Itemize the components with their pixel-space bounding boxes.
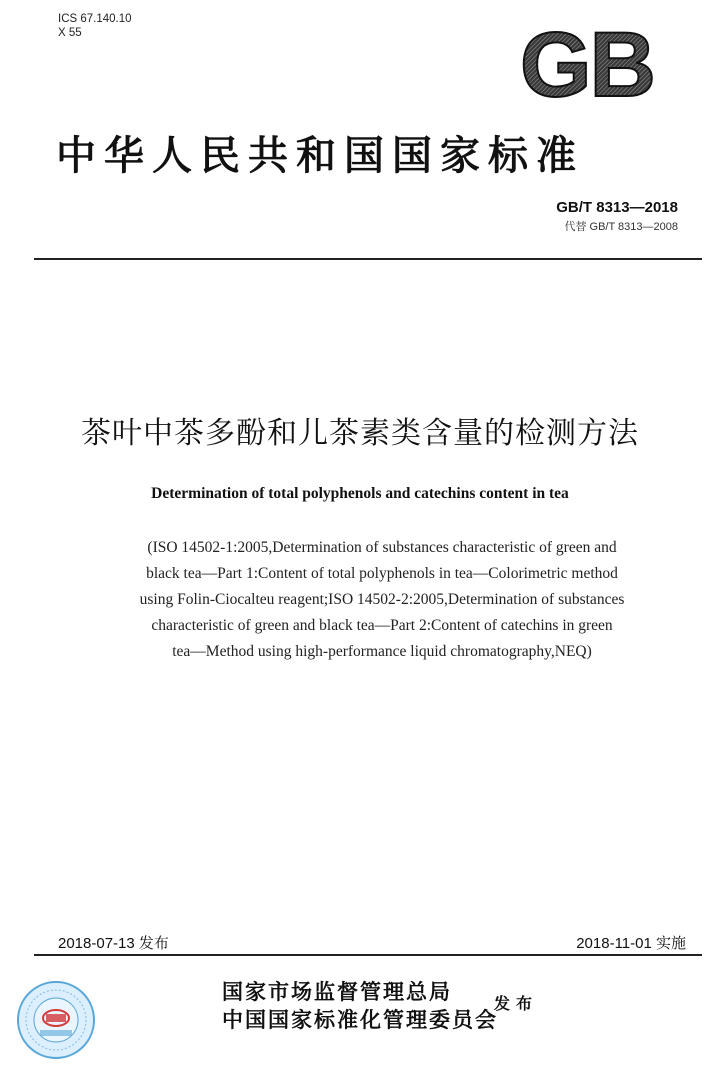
ccs-code: X 55 (58, 27, 82, 39)
issuing-authorities (222, 978, 498, 1034)
replaces-code: 代替 GB/T 8313—2008 (564, 221, 678, 233)
english-title: Determination of total polyphenols and catechins content in tea (151, 485, 569, 502)
standard-code: GB/T 8313—2018 (556, 199, 678, 216)
anti-counterfeit-seal-icon (16, 980, 96, 1060)
chinese-title: 茶叶中茶多酚和儿茶素类含量的检测方法 (81, 416, 639, 451)
classification-codes (58, 12, 132, 40)
ics-code: ICS 67.140.10 (58, 13, 132, 25)
iso-note-line: (ISO 14502-1:2005,Determination of substances characteristic of green and (147, 539, 617, 556)
gb-logo (510, 26, 664, 104)
iso-equivalence-note (58, 535, 706, 665)
iso-note-line: characteristic of green and black tea—Part 2:Content of catechins in green (151, 617, 613, 634)
iso-note-line: using Folin-Ciocalteu reagent;ISO 14502-2:2005,Determination of substances (139, 591, 625, 608)
issue-label: 发布 (494, 994, 539, 1013)
national-standard-title: 中华人民共和国国家标准 (56, 133, 584, 179)
iso-note-line: tea—Method using high-performance liquid chromatography,NEQ) (172, 643, 592, 660)
iso-note-line: black tea—Part 1:Content of total polyphenols in tea—Colorimetric method (146, 565, 618, 582)
footer-divider (34, 954, 702, 956)
issuer-samr: 国家市场监督管理总局 (222, 980, 452, 1004)
header-divider (34, 258, 702, 260)
implementation-date: 2018-11-01 实施 (576, 935, 686, 952)
issue-date: 2018-07-13 发布 (58, 935, 169, 952)
standard-code-block (556, 199, 678, 234)
gb-logo-text: GB (520, 26, 654, 104)
issuer-sac: 中国国家标准化管理委员会 (222, 1008, 498, 1032)
